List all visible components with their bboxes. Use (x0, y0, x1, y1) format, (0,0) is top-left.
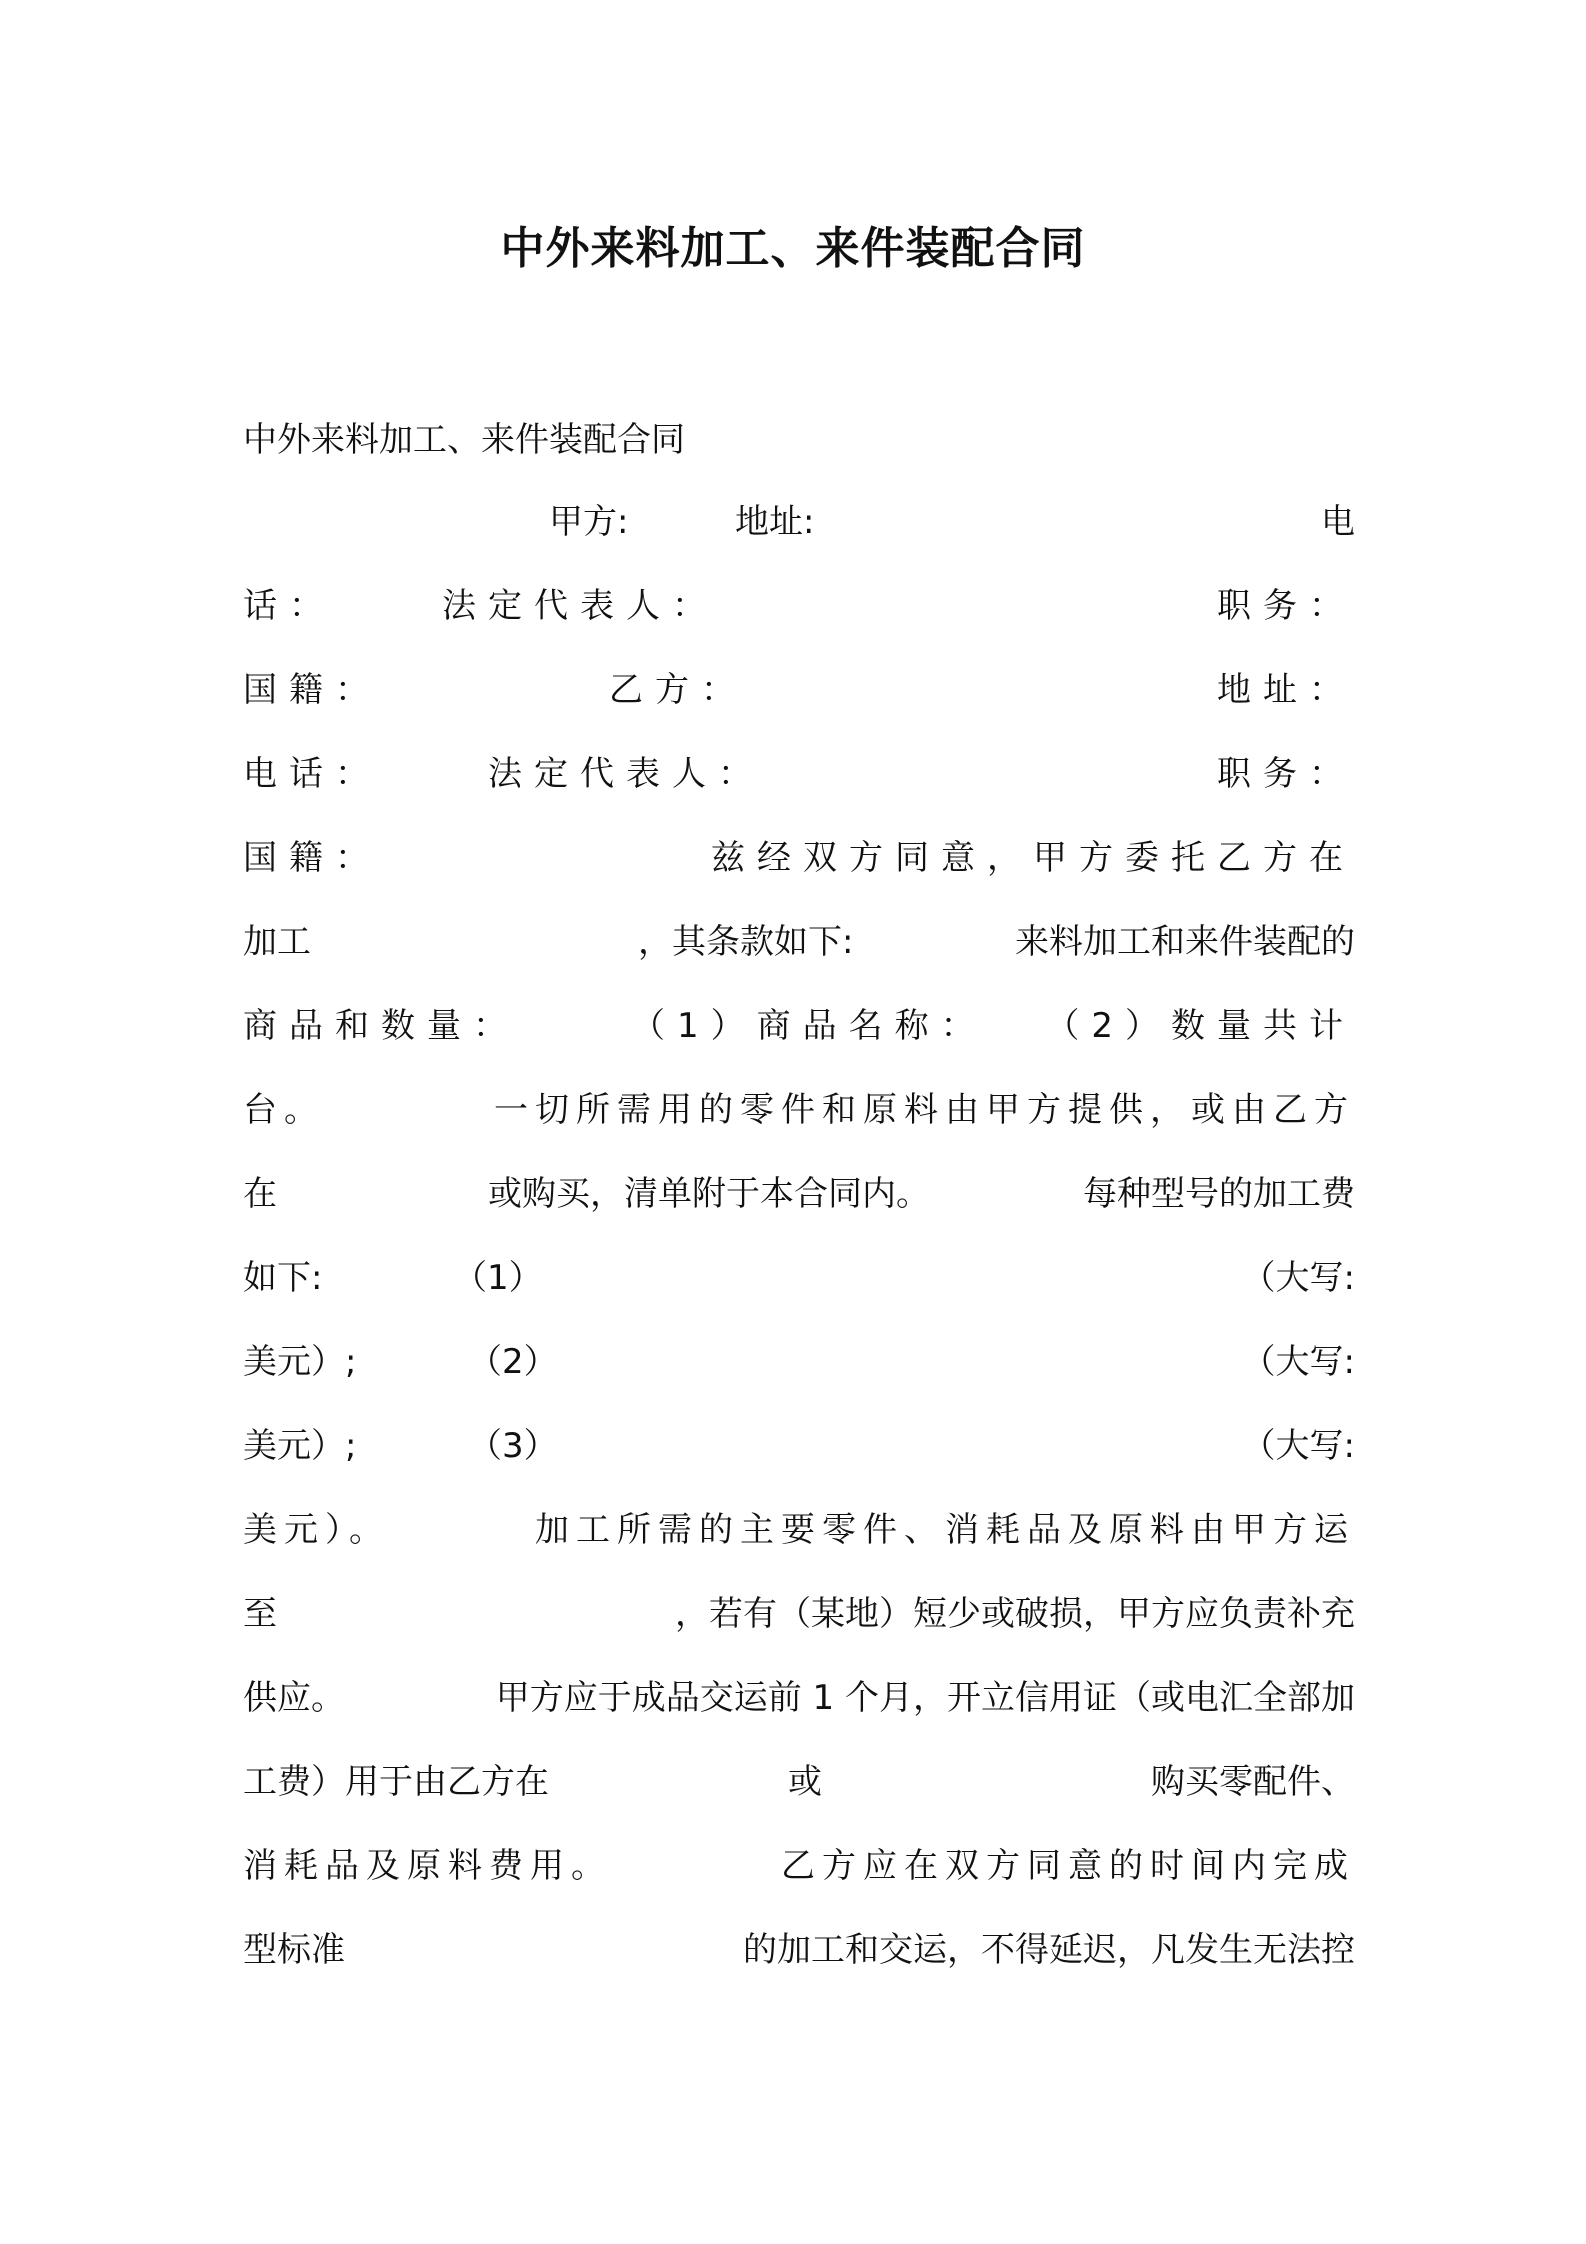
line-text: 甲方应于成品交运前 1 个月，开立信用证（或电汇全部加 (495, 1678, 1355, 1718)
line-text: 兹经双方同意，甲方委托乙方在 (711, 838, 1355, 878)
document-subtitle: 中外来料加工、来件装配合同 (243, 420, 685, 460)
line-text: （2） (468, 1342, 558, 1382)
contract-line (243, 1338, 1355, 1386)
line-text: 美元）; (243, 1342, 357, 1382)
line-text: （3） (468, 1426, 558, 1466)
contract-line (243, 582, 1355, 630)
line-text: 或 (788, 1762, 822, 1802)
line-text: 一切所需用的零件和原料由甲方提供，或由乙方 (494, 1090, 1355, 1130)
line-text: ，其条款如下: (638, 922, 854, 962)
line-text: 购买零配件、 (1151, 1762, 1355, 1802)
contract-line (243, 1422, 1355, 1470)
line-text: （1）商品名称： (631, 1006, 987, 1046)
line-text: 工费）用于由乙方在 (243, 1762, 549, 1802)
party-b-label: 乙方： (609, 670, 747, 710)
line-text: （大写: (1241, 1426, 1355, 1466)
line-text: （1） (453, 1258, 543, 1298)
line-text: 加工所需的主要零件、消耗品及原料由甲方运 (535, 1510, 1355, 1550)
line-text: （2）数量共计 (1045, 1006, 1355, 1046)
contract-line (243, 1506, 1355, 1554)
line-text: 来料加工和来件装配的 (1015, 922, 1355, 962)
contract-line (243, 666, 1355, 714)
contract-line (243, 918, 1355, 966)
line-text: 加工 (243, 922, 311, 962)
line-text: 美元）。 (243, 1510, 390, 1550)
line-text: 消耗品及原料费用。 (243, 1846, 612, 1886)
contract-line (243, 498, 1355, 546)
nationality-label: 国籍： (243, 670, 381, 710)
contract-line (243, 1674, 1355, 1722)
line-text: 美元）; (243, 1426, 357, 1466)
contract-line (243, 750, 1355, 798)
line-text: 如下: (243, 1258, 323, 1298)
contract-line (243, 1170, 1355, 1218)
legal-rep-label: 法定代表人： (488, 754, 764, 794)
line-text: （大写: (1241, 1342, 1355, 1382)
contract-line (243, 1758, 1355, 1806)
contract-line (243, 1002, 1355, 1050)
contract-line (243, 1842, 1355, 1890)
line-text: 台。 (243, 1090, 325, 1130)
legal-rep-label: 法定代表人： (442, 586, 718, 626)
line-text: 电 (1321, 502, 1355, 542)
line-text: 乙方应在双方同意的时间内完成 (781, 1846, 1355, 1886)
line-text: ，若有（某地）短少或破损，甲方应负责补充 (675, 1594, 1355, 1634)
address-label: 地址: (735, 502, 815, 542)
document-title: 中外来料加工、来件装配合同 (500, 223, 1086, 274)
line-text: （大写: (1241, 1258, 1355, 1298)
address-label: 地址： (1217, 670, 1355, 710)
line-text: 至 (243, 1594, 277, 1634)
phone-label: 电话： (243, 754, 381, 794)
contract-line (243, 834, 1355, 882)
nationality-label: 国籍： (243, 838, 381, 878)
line-text: 话： (243, 586, 335, 626)
line-text: 每种型号的加工费 (1083, 1174, 1355, 1214)
line-text: 在 (243, 1174, 277, 1214)
position-label: 职务： (1217, 754, 1355, 794)
contract-line (243, 1926, 1355, 1974)
line-text: 或购买，清单附于本合同内。 (488, 1174, 930, 1214)
position-label: 职务： (1217, 586, 1355, 626)
contract-line (243, 1254, 1355, 1302)
line-text: 商品和数量： (243, 1006, 519, 1046)
contract-line (243, 1086, 1355, 1134)
line-text: 的加工和交运，不得延迟，凡发生无法控 (743, 1930, 1355, 1970)
contract-line (243, 1590, 1355, 1638)
line-text: 供应。 (243, 1678, 345, 1718)
party-a-label: 甲方: (549, 502, 629, 542)
line-text: 型标准 (243, 1930, 345, 1970)
